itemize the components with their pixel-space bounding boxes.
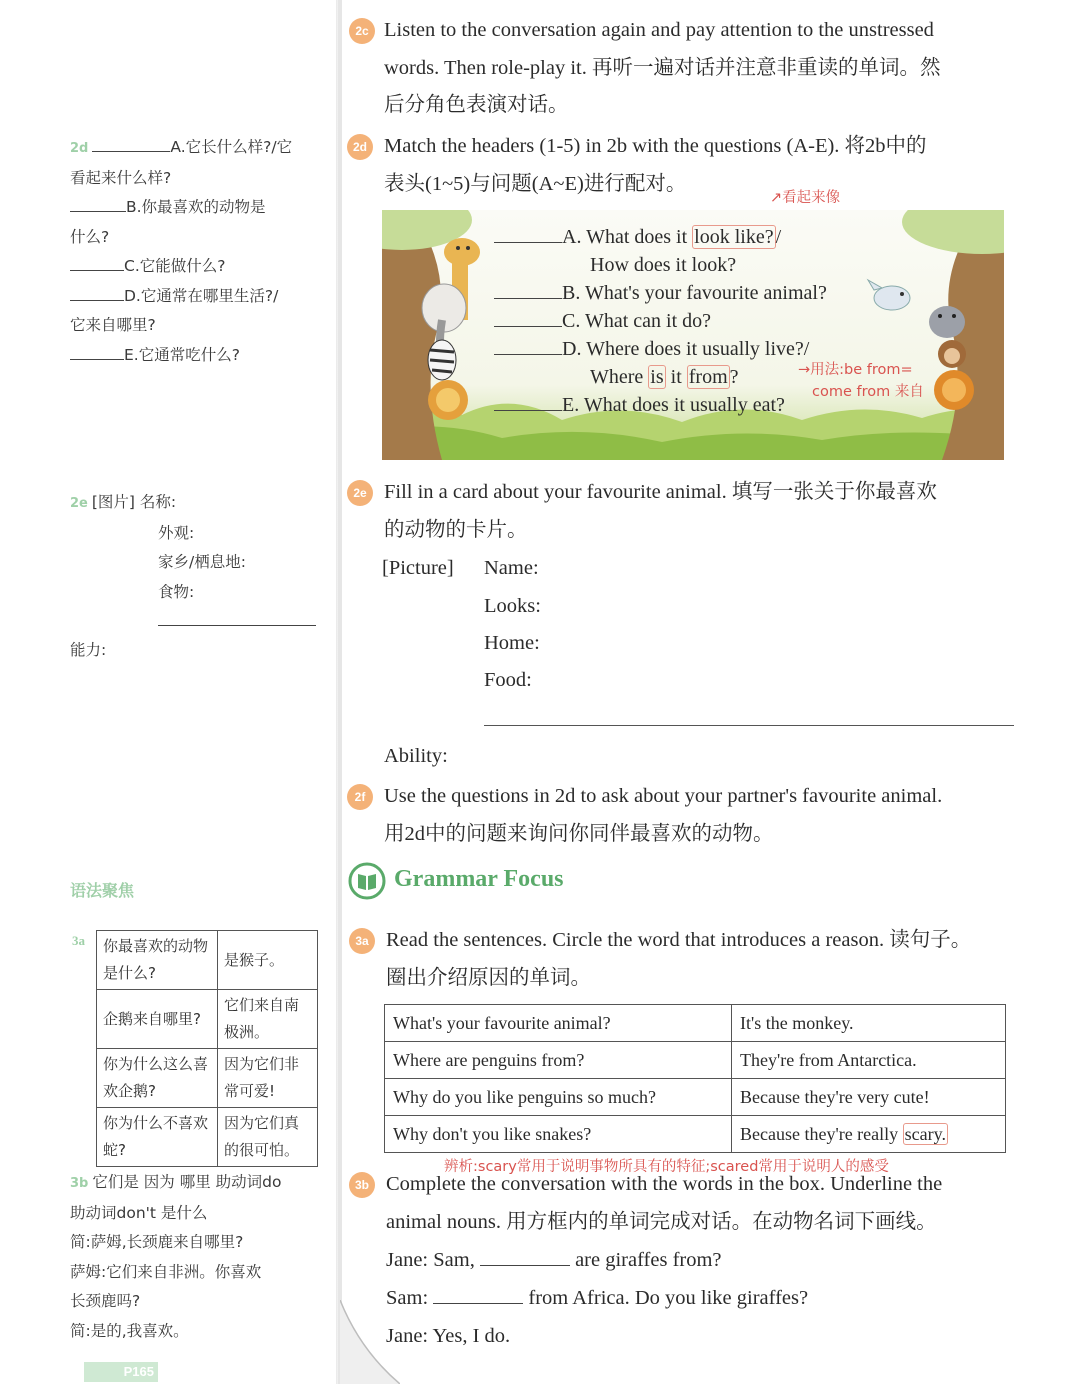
- annotation-come-from: come from 来自: [812, 384, 924, 400]
- note-2d: [70, 133, 320, 370]
- book-icon: [348, 862, 386, 905]
- question-b: B. What's your favourite animal?: [494, 282, 827, 305]
- question-a-alt: How does it look?: [590, 254, 737, 276]
- table-row: 企鹅来自哪里? 它们来自南极洲。: [97, 990, 318, 1049]
- annotation-look-like: ↗看起来像: [770, 190, 841, 206]
- badge-2f: 2f: [347, 784, 373, 810]
- monkey-icon: [938, 340, 966, 368]
- page-divider: [338, 0, 342, 1384]
- table-row: What's your favourite animal? It's the monkey.: [385, 1005, 1006, 1042]
- tag-3a-left: 3a: [72, 933, 85, 948]
- table-row: Why don't you like snakes? Because they're really scary.: [385, 1116, 1006, 1153]
- dialogue-line-3: Jane: Yes, I do.: [386, 1325, 511, 1347]
- grammar-heading-cn: 语法聚焦: [70, 881, 135, 900]
- left-table-3a: [96, 930, 318, 1167]
- note-2d-line: 什么?: [70, 227, 110, 246]
- page-curl: [340, 1300, 400, 1389]
- table-row: Why do you like penguins so much? Because they're very cute!: [385, 1079, 1006, 1116]
- note-2d-line: 看起来什么样?: [70, 168, 172, 187]
- badge-3b: 3b: [349, 1172, 375, 1198]
- note-2d-line: E.它通常吃什么?: [70, 341, 320, 371]
- note-2d-line: 2d A.它长什么样?/它: [70, 138, 293, 156]
- highlight-look-like: look like?: [694, 226, 774, 248]
- highlight-scary: scary.: [904, 1123, 946, 1144]
- section-3a: Read the sentences. Circle the word that introduces a reason. 读句子。 圈出介绍原因的单词。: [386, 929, 972, 989]
- annotation-scary: 辨析:scary常用于说明事物所具有的特征;scared常用于说明人的感受: [444, 1159, 889, 1175]
- question-c: C. What can it do?: [494, 310, 711, 333]
- card-home: Home:: [484, 632, 540, 654]
- note-2d-line: 它来自哪里?: [70, 316, 156, 334]
- table-row: 你为什么不喜欢蛇? 因为它们真的很可怕。: [97, 1108, 318, 1167]
- grammar-focus-title: Grammar Focus: [394, 866, 564, 892]
- note-2d-line: B.你最喜欢的动物是: [70, 193, 320, 223]
- bird-icon: [868, 280, 910, 310]
- table-row: 你为什么这么喜欢企鹅? 因为它们非常可爱!: [97, 1049, 318, 1108]
- dialogue-line-2: Sam: from Africa. Do you like giraffes?: [386, 1287, 809, 1309]
- card-food: Food:: [484, 669, 532, 691]
- badge-2e: 2e: [347, 480, 373, 506]
- badge-3a: 3a: [349, 928, 375, 954]
- tag-2d: 2d: [70, 141, 89, 156]
- card-looks: Looks:: [484, 595, 541, 617]
- note-2d-line: C.它能做什么?: [70, 252, 320, 282]
- note-3b: 3b 它们是 因为 哪里 助动词do 助动词don't 是什么 简:萨姆,长颈鹿来自哪里? 萨姆:它们来自非洲。你喜欢 长颈鹿吗? 简:是的,我喜欢。: [70, 1173, 282, 1340]
- section-3b: Complete the conversation with the words in the box. Underline the animal nouns. 用方框内的单词完成对话。在动物名词下画线。: [386, 1173, 943, 1233]
- question-d-alt: Where is it from ?: [590, 366, 739, 388]
- card-name: Name:: [484, 557, 539, 579]
- note-2d-line: D.它通常在哪里生活?/: [70, 282, 320, 312]
- card-ability: Ability:: [384, 745, 448, 767]
- tag-2e: 2e: [70, 496, 88, 511]
- page-number: P165: [84, 1362, 158, 1382]
- question-d: D. Where does it usually live?/: [494, 338, 809, 361]
- lion-right-icon: [934, 370, 974, 410]
- zebra-icon: [428, 340, 456, 380]
- note-2e: 2e [图片] 名称: 外观: 家乡/栖息地: 食物: 能力:: [70, 488, 330, 666]
- table-row: 你最喜欢的动物是什么? 是猴子。: [97, 931, 318, 990]
- badge-2d: 2d: [347, 134, 373, 160]
- section-2d: Match the headers (1-5) in 2b with the questions (A-E). 将2b中的 表头(1~5)与问题(A~E)进行配对。: [384, 135, 927, 195]
- lion-left-icon: [428, 380, 468, 420]
- question-e: E. What does it usually eat?: [494, 394, 785, 417]
- tag-3b: 3b: [70, 1176, 89, 1191]
- question-a: A. What does it look like? /: [494, 226, 781, 249]
- badge-2c: 2c: [349, 18, 375, 44]
- dialogue-line-1: Jane: Sam, are giraffes from?: [386, 1249, 722, 1271]
- section-2e: Fill in a card about your favourite animal. 填写一张关于你最喜欢 的动物的卡片。: [384, 481, 937, 541]
- hippo-icon: [929, 306, 965, 338]
- table-row: Where are penguins from? They're from Antarctica.: [385, 1042, 1006, 1079]
- annotation-usage: →用法:be from=: [798, 362, 913, 378]
- card-picture: [Picture]: [382, 557, 454, 579]
- section-2c: Listen to the conversation again and pay attention to the unstressed words. Then role-play it. 再听一遍对话并注意非重读的单词。然 后分角色表演对话。: [384, 19, 941, 116]
- card-divider: [484, 725, 1014, 726]
- grammar-table: [384, 1004, 1006, 1153]
- section-2f: Use the questions in 2d to ask about your partner's favourite animal. 用2d中的问题来询问你同伴最喜欢的动物。: [384, 785, 943, 845]
